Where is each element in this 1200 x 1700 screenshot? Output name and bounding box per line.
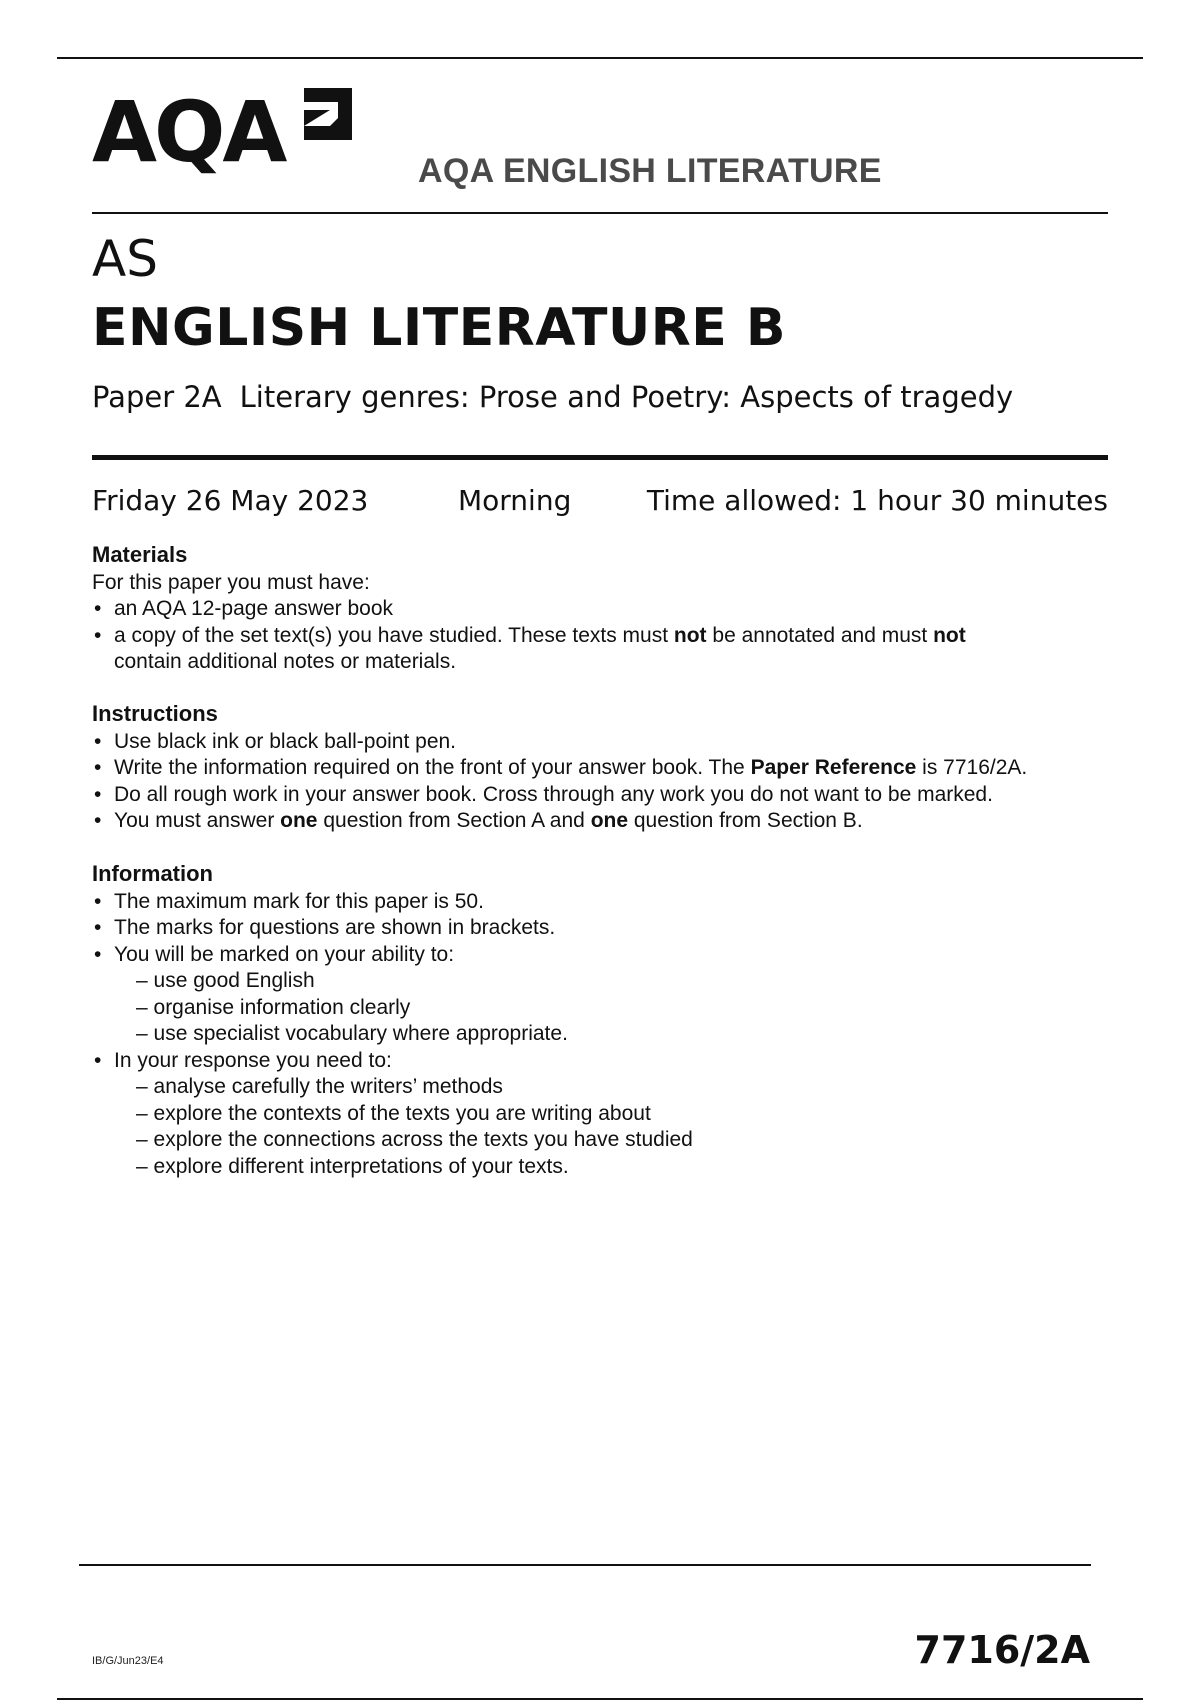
list-item: • You must answer one question from Section A and one question from Section B. [92, 808, 1102, 835]
list-item: • Do all rough work in your answer book. Cross through any work you do not want to be marked. [92, 782, 1102, 809]
sub-item: – organise information clearly [136, 995, 411, 1019]
sub-item: – explore the connections across the texts you have studied [136, 1128, 693, 1151]
materials-section [92, 542, 1102, 676]
list-item: • Use black ink or black ball-point pen. [92, 729, 1102, 756]
footer-reference: IB/G/Jun23/E4 [92, 1655, 164, 1667]
list-item: • The marks for questions are shown in brackets. [92, 915, 1102, 942]
aqa-logo [92, 84, 362, 184]
paper-reference-code: 7716/2A [914, 1628, 1090, 1672]
thick-rule [92, 455, 1108, 460]
list-item: • an AQA 12-page answer book [92, 596, 1102, 623]
materials-heading: Materials [92, 542, 188, 567]
header-rule [92, 212, 1108, 214]
instructions-section [92, 701, 1102, 835]
time-allowed: Time allowed: 1 hour 30 minutes [646, 484, 1108, 517]
paper-title: Literary genres: Prose and Poetry: Aspects of tragedy [239, 380, 1014, 414]
materials-intro: For this paper you must have: [92, 570, 370, 594]
qualification-level: AS [92, 230, 158, 288]
list-item: • You will be marked on your ability to: – use good English – organise information clearly – use specialist vocabulary where appropriate. [92, 942, 1102, 1048]
paper-code: Paper 2A [92, 380, 222, 414]
top-rule [57, 57, 1143, 59]
exam-date: Friday 26 May 2023 [92, 484, 369, 517]
information-section [92, 861, 1102, 1180]
list-item: • a copy of the set text(s) you have studied. These texts must not be annotated and must not contain additional notes or materials. [92, 623, 1102, 676]
instructions-heading: Instructions [92, 701, 218, 726]
sub-item: – use good English [136, 969, 315, 992]
aqa-logo-mark-icon [300, 84, 356, 144]
information-heading: Information [92, 861, 213, 886]
sub-item: – analyse carefully the writers’ methods [136, 1075, 503, 1098]
list-item: • The maximum mark for this paper is 50. [92, 889, 1102, 916]
footer-rule [79, 1564, 1091, 1566]
instructions-list [92, 729, 1102, 835]
list-item: • Write the information required on the front of your answer book. The Paper Reference is 7716/2A. [92, 755, 1102, 782]
exam-session: Morning [458, 484, 572, 517]
sub-item: – use specialist vocabulary where appropriate. [136, 1022, 568, 1045]
materials-list [92, 596, 1102, 676]
header-title: AQA ENGLISH LITERATURE [418, 152, 882, 190]
sub-item: – explore the contexts of the texts you are writing about [136, 1101, 651, 1125]
information-list [92, 889, 1102, 1181]
logo-text: AQA [92, 83, 285, 181]
paper-line [92, 380, 1013, 414]
subject-title: ENGLISH LITERATURE B [92, 298, 786, 358]
list-item: • In your response you need to: – analyse carefully the writers’ methods – explore the contexts of the texts you are writing about – explore the connections across the texts you have studied – explore different interpretations of your texts. [92, 1048, 1102, 1181]
sub-item: – explore different interpretations of your texts. [136, 1154, 569, 1178]
